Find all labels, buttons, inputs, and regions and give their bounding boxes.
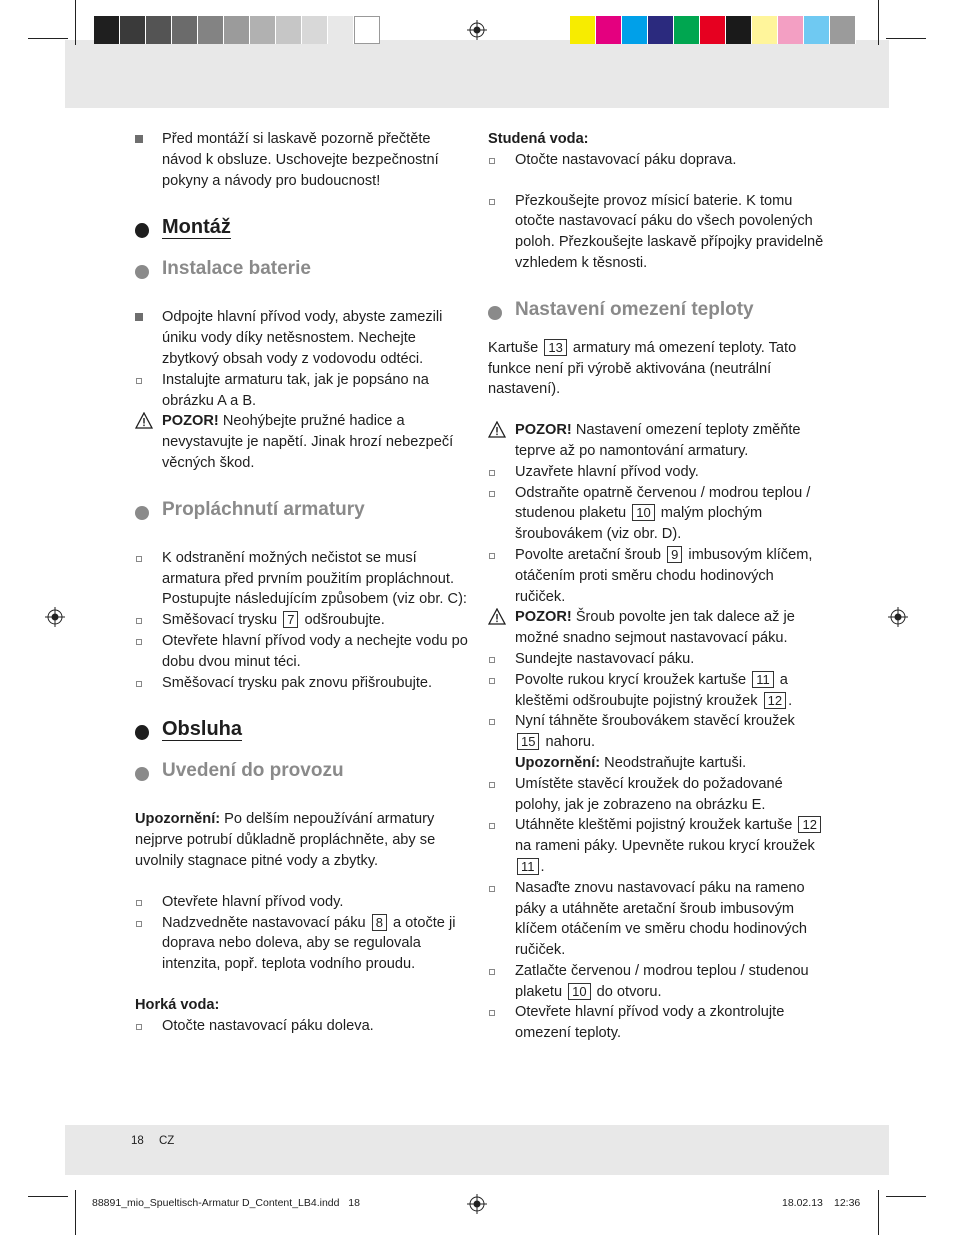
- registration-mark-icon: [45, 607, 65, 627]
- checkbox-bullet-icon: [136, 618, 142, 624]
- part-ref: 9: [667, 546, 682, 563]
- process-color-bar: [570, 16, 856, 44]
- print-time: 12:36: [834, 1197, 861, 1209]
- warning-item: POZOR! Šroub povolte jen tak dalece až je možné snadno sejmout nastavovací páku.: [488, 607, 824, 649]
- list-item: Směšovací trysku pak znovu přišroubujte.: [135, 673, 470, 694]
- crop-mark: [886, 38, 926, 39]
- color-swatch: [622, 16, 648, 44]
- part-ref: 11: [752, 671, 774, 688]
- checkbox-bullet-icon: [489, 823, 495, 829]
- color-swatch: [328, 16, 354, 44]
- list-item: Povolte aretační šroub 9 imbusovým klíčem, otáčením proti směru chodu hodinových ručiček.: [488, 545, 824, 607]
- print-date: 18.02.13: [782, 1197, 823, 1209]
- color-swatch: [250, 16, 276, 44]
- bullet-dot-icon: [135, 265, 149, 279]
- color-swatch: [674, 16, 700, 44]
- color-swatch: [146, 16, 172, 44]
- temperature-intro: Kartuše 13 armatury má omezení teploty. Tato funkce není při výrobě aktivována (neutrální nastavení).: [488, 339, 797, 398]
- checkbox-bullet-icon: [136, 556, 142, 562]
- list-item: Nyní táhněte šroubovákem stavěcí kroužek 15 nahoru. Upozornění: Neodstraňujte kartuši.: [488, 711, 824, 773]
- part-ref: 12: [798, 816, 820, 833]
- crop-mark: [28, 38, 68, 39]
- gray-color-bar: [94, 16, 380, 44]
- color-swatch: [648, 16, 674, 44]
- heading-instalace: Instalace baterie: [135, 259, 470, 287]
- color-swatch: [172, 16, 198, 44]
- checkbox-bullet-icon: [136, 900, 142, 906]
- registration-mark-icon: [467, 20, 487, 40]
- file-info: 88891_mio_Spueltisch-Armatur D_Content_LB4.indd 18: [92, 1197, 360, 1209]
- list-item: Instalujte armaturu tak, jak je popsáno na obrázku A a B.: [135, 370, 470, 412]
- color-swatch: [570, 16, 596, 44]
- right-column: [488, 129, 824, 1044]
- part-ref: 11: [517, 858, 539, 875]
- list-item: Odstraňte opatrně červenou / modrou teplou / studenou plaketu 10 malým plochým šroubovákem (viz obr. D).: [488, 483, 824, 545]
- warning-triangle-icon: [488, 421, 506, 438]
- note-paragraph: Upozornění: Po delším nepoužívání armatury nejprve potrubí důkladně propláchněte, aby se uvolnily stagnace pitné vody a zbytky.: [135, 811, 436, 869]
- part-ref: 13: [544, 339, 566, 356]
- list-item: Umístěte stavěcí kroužek do požadované polohy, jak je zobrazeno na obrázku E.: [488, 774, 824, 816]
- bullet-dot-icon: [488, 306, 502, 320]
- checkbox-bullet-icon: [136, 1024, 142, 1030]
- color-swatch: [94, 16, 120, 44]
- color-swatch: [120, 16, 146, 44]
- bullet-dot-icon: [135, 767, 149, 781]
- header-band: [65, 40, 889, 108]
- list-item: Nadzvedněte nastavovací páku 8 a otočte ji doprava nebo doleva, aby se regulovala intenzita, popř. teplota vodního proudu.: [135, 913, 470, 975]
- heading-montaz: Montáž: [135, 217, 470, 245]
- crop-mark: [886, 1196, 926, 1197]
- color-swatch: [354, 16, 380, 44]
- hot-water-label: Horká voda:: [135, 996, 220, 1013]
- crop-mark: [75, 1190, 76, 1235]
- footer-band: [65, 1125, 889, 1175]
- part-ref: 10: [632, 504, 654, 521]
- list-item: Přezkoušejte provoz mísicí baterie. K tomu otočte nastavovací páku do všech povolených poloh. Přezkoušejte laskavě přípojky pravidelně vzhledem k těsnosti.: [488, 191, 824, 274]
- color-swatch: [804, 16, 830, 44]
- bullet-dot-icon: [135, 506, 149, 520]
- warning-triangle-icon: [488, 608, 506, 625]
- color-swatch: [778, 16, 804, 44]
- list-item: Utáhněte kleštěmi pojistný kroužek kartuše 12 na rameni páky. Upevněte rukou krycí kroužek 11 .: [488, 815, 824, 877]
- checkbox-bullet-icon: [489, 158, 495, 164]
- crop-mark: [28, 1196, 68, 1197]
- list-item: Otočte nastavovací páku doprava.: [488, 150, 824, 171]
- checkbox-bullet-icon: [489, 657, 495, 663]
- heading-obsluha: Obsluha: [135, 719, 470, 747]
- checkbox-bullet-icon: [489, 199, 495, 205]
- square-bullet-icon: [135, 313, 143, 321]
- registration-mark-icon: [467, 1194, 487, 1214]
- list-item: Zatlačte červenou / modrou teplou / studenou plaketu 10 do otvoru.: [488, 961, 824, 1003]
- warning-item: POZOR! Nastavení omezení teploty změňte teprve až po namontování armatury.: [488, 420, 824, 462]
- part-ref: 8: [372, 914, 387, 931]
- checkbox-bullet-icon: [489, 491, 495, 497]
- list-item: Směšovací trysku 7 odšroubujte.: [135, 610, 470, 631]
- part-ref: 15: [517, 733, 539, 750]
- color-swatch: [596, 16, 622, 44]
- list-item: K odstranění možných nečistot se musí armatura před prvním použitím propláchnout. Postupujte následujícím způsobem (viz obr. C):: [135, 548, 470, 610]
- list-item: Otevřete hlavní přívod vody a zkontrolujte omezení teploty.: [488, 1002, 824, 1044]
- heading-uvedeni: Uvedení do provozu: [135, 761, 470, 789]
- list-item: Před montáží si laskavě pozorně přečtěte návod k obsluze. Uschovejte bezpečnostní pokyny a návody pro budoucnost!: [135, 129, 470, 191]
- list-item: Sundejte nastavovací páku.: [488, 649, 824, 670]
- color-swatch: [198, 16, 224, 44]
- checkbox-bullet-icon: [489, 470, 495, 476]
- heading-proplach: Propláchnutí armatury: [135, 500, 470, 528]
- checkbox-bullet-icon: [489, 719, 495, 725]
- crop-mark: [878, 0, 879, 45]
- checkbox-bullet-icon: [489, 782, 495, 788]
- bullet-dot-icon: [135, 223, 149, 238]
- crop-mark: [878, 1190, 879, 1235]
- color-swatch: [752, 16, 778, 44]
- color-swatch: [830, 16, 856, 44]
- color-swatch: [224, 16, 250, 44]
- checkbox-bullet-icon: [136, 378, 142, 384]
- list-item: Odpojte hlavní přívod vody, abyste zamezili úniku vody díky netěsnostem. Nechejte zbytkový obsah vody z vodovodu odtéci.: [135, 307, 470, 369]
- color-swatch: [726, 16, 752, 44]
- list-item: Otočte nastavovací páku doleva.: [135, 1016, 470, 1037]
- color-swatch: [276, 16, 302, 44]
- list-item: Otevřete hlavní přívod vody.: [135, 892, 470, 913]
- square-bullet-icon: [135, 135, 143, 143]
- list-item: Otevřete hlavní přívod vody a nechejte vodu po dobu dvou minut téci.: [135, 631, 470, 673]
- left-column: [135, 129, 470, 1037]
- part-ref: 12: [764, 692, 786, 709]
- checkbox-bullet-icon: [489, 1010, 495, 1016]
- list-item: Nasaďte znovu nastavovací páku na rameno páky a utáhněte aretační šroub imbusovým klíčem otáčením ve směru chodu hodinových ručiček.: [488, 878, 824, 961]
- part-ref: 10: [568, 983, 590, 1000]
- checkbox-bullet-icon: [489, 886, 495, 892]
- checkbox-bullet-icon: [489, 553, 495, 559]
- checkbox-bullet-icon: [136, 639, 142, 645]
- checkbox-bullet-icon: [136, 921, 142, 927]
- heading-teplota: Nastavení omezení teploty: [488, 300, 824, 328]
- color-swatch: [700, 16, 726, 44]
- checkbox-bullet-icon: [489, 969, 495, 975]
- cold-water-label: Studená voda:: [488, 131, 589, 147]
- warning-triangle-icon: [135, 412, 153, 429]
- crop-mark: [75, 0, 76, 45]
- language-code: CZ: [159, 1135, 175, 1147]
- registration-mark-icon: [888, 607, 908, 627]
- warning-item: POZOR! Neohýbejte pružné hadice a nevystavujte je napětí. Jinak hrozí nebezpečí věcných škod.: [135, 411, 470, 473]
- page-number: 18: [131, 1135, 144, 1147]
- bullet-dot-icon: [135, 725, 149, 740]
- checkbox-bullet-icon: [136, 681, 142, 687]
- color-swatch: [302, 16, 328, 44]
- part-ref: 7: [283, 611, 298, 628]
- list-item: Povolte rukou krycí kroužek kartuše 11 a kleštěmi odšroubujte pojistný kroužek 12 .: [488, 670, 824, 712]
- checkbox-bullet-icon: [489, 678, 495, 684]
- list-item: Uzavřete hlavní přívod vody.: [488, 462, 824, 483]
